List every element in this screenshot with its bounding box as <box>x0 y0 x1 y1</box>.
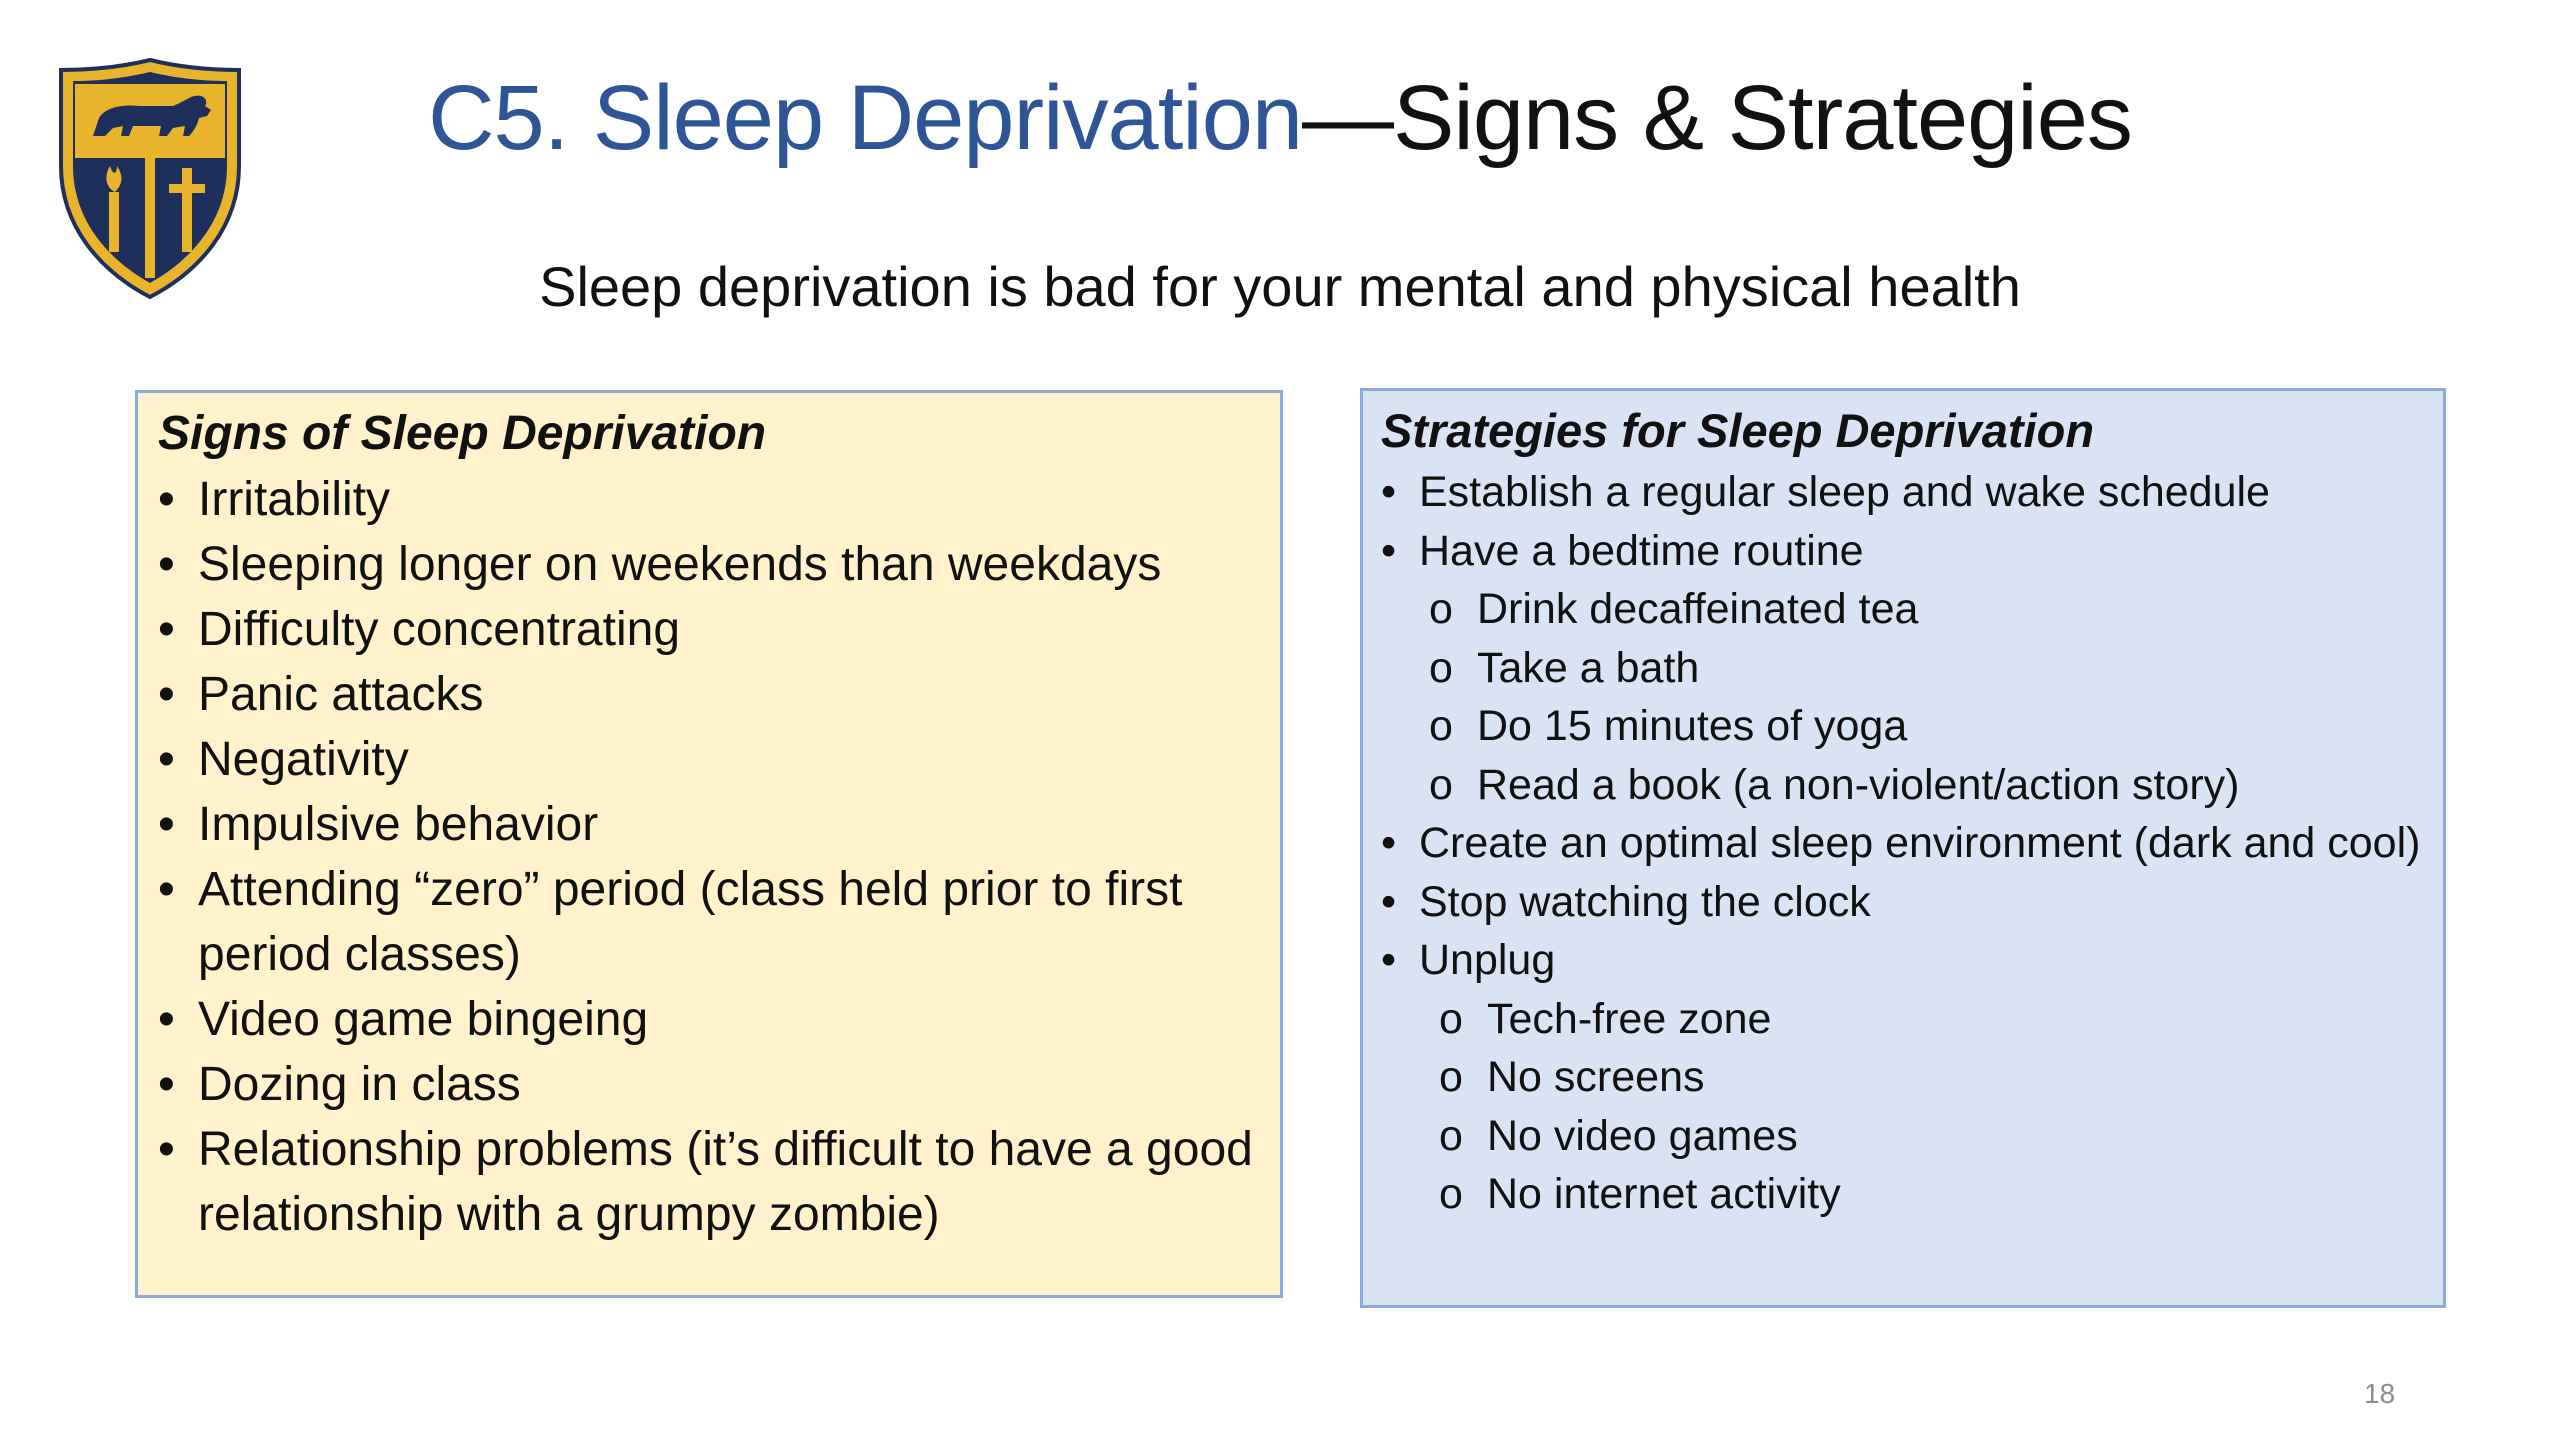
circle-bullet-icon: o <box>1439 994 1463 1043</box>
strategies-heading: Strategies for Sleep Deprivation <box>1381 404 2095 457</box>
list-item: • Relationship problems (it’s difficult to have a good relationship with a grumpy zombie) <box>158 1117 1280 1247</box>
circle-bullet-icon: o <box>1439 1053 1463 1101</box>
list-item: • Video game bingeing <box>158 987 1280 1052</box>
signs-heading: Signs of Sleep Deprivation <box>158 407 767 460</box>
circle-bullet-icon: o <box>1429 702 1453 750</box>
signs-list <box>158 467 1280 1247</box>
bullet-icon: • <box>158 863 175 916</box>
bullet-icon: • <box>158 733 175 786</box>
page-number: 18 <box>2364 1378 2396 1409</box>
circle-bullet-icon: o <box>1439 1111 1463 1160</box>
sub-list-item: o Take a bath <box>1381 639 2443 698</box>
list-item: • Stop watching the clock <box>1381 873 2443 932</box>
bullet-icon: • <box>158 798 175 851</box>
title-topic: C5. Sleep Deprivation <box>428 67 1303 169</box>
bullet-icon: • <box>1381 819 1397 867</box>
bullet-icon: • <box>1381 877 1397 926</box>
title-suffix: —Signs & Strategies <box>1302 67 2132 169</box>
sub-list-item: o Do 15 minutes of yoga <box>1381 697 2443 756</box>
slide-title <box>0 58 2560 178</box>
list-item: • Establish a regular sleep and wake schedule <box>1381 463 2443 522</box>
list-item: • Difficulty concentrating <box>158 597 1280 662</box>
bullet-icon: • <box>158 1058 175 1111</box>
list-item: • Negativity <box>158 727 1280 792</box>
bullet-icon: • <box>158 603 175 656</box>
circle-bullet-icon: o <box>1429 760 1453 809</box>
bullet-icon: • <box>1381 936 1397 984</box>
bullet-icon: • <box>1381 468 1397 516</box>
strategies-box <box>1360 388 2446 1308</box>
list-item: • Attending “zero” period (class held prior to first period classes) <box>158 857 1280 987</box>
bullet-icon: • <box>158 993 175 1046</box>
bullet-icon: • <box>1381 526 1397 575</box>
circle-bullet-icon: o <box>1439 1170 1463 1218</box>
list-item: • Dozing in class <box>158 1052 1280 1117</box>
sub-list-item: o No screens <box>1381 1048 2443 1107</box>
sub-list-item: o No video games <box>1381 1107 2443 1166</box>
slide-subtitle: Sleep deprivation is bad for your mental and physical health <box>539 255 2021 318</box>
bullet-icon: • <box>158 1123 175 1176</box>
bullet-icon: • <box>158 668 175 721</box>
list-item: • Have a bedtime routine <box>1381 522 2443 581</box>
list-item: • Impulsive behavior <box>158 792 1280 857</box>
list-item: • Unplug <box>1381 931 2443 990</box>
bullet-icon: • <box>158 538 175 591</box>
list-item: • Irritability <box>158 467 1280 532</box>
signs-box <box>135 390 1283 1298</box>
circle-bullet-icon: o <box>1429 585 1453 633</box>
circle-bullet-icon: o <box>1429 643 1453 692</box>
sub-list-item: o Read a book (a non-violent/action story) <box>1381 756 2443 815</box>
bullet-icon: • <box>158 473 175 526</box>
list-item: • Panic attacks <box>158 662 1280 727</box>
list-item: • Sleeping longer on weekends than weekdays <box>158 532 1280 597</box>
sub-list-item: o Drink decaffeinated tea <box>1381 580 2443 639</box>
sub-list-item: o No internet activity <box>1381 1165 2443 1224</box>
strategies-list <box>1381 463 2443 1224</box>
sub-list-item: o Tech-free zone <box>1381 990 2443 1049</box>
list-item: • Create an optimal sleep environment (dark and cool) <box>1381 814 2443 873</box>
